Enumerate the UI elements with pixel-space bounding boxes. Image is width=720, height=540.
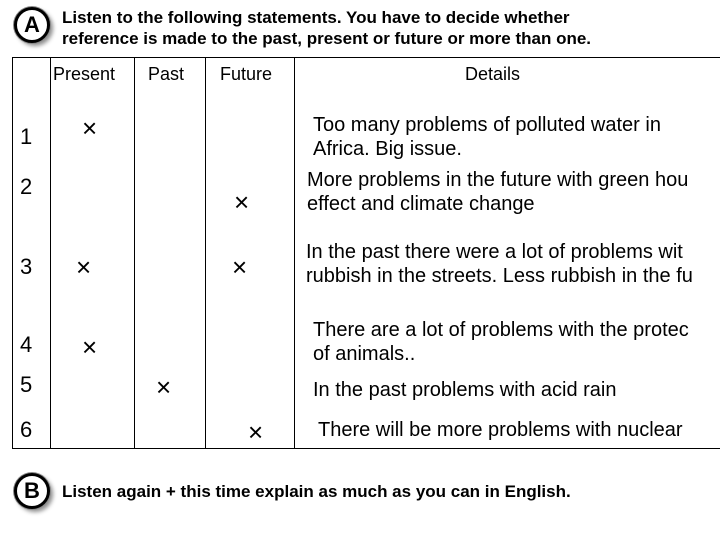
row-4-number: 4	[20, 332, 33, 357]
instruction-line-2: reference is made to the past, present or future or more than one.	[62, 29, 592, 48]
row-3-future-mark: ×	[232, 252, 248, 282]
table-bottom-line	[12, 448, 720, 449]
section-b-letter: B	[24, 478, 40, 503]
section-a-letter: A	[24, 12, 40, 37]
row-6-details-line-1: There will be more problems with nuclear	[318, 419, 683, 441]
row-2-details-line-2: effect and climate change	[307, 193, 535, 215]
row-4-details-line-1: There are a lot of problems with the protec	[313, 319, 689, 341]
row-1-present-mark: ×	[82, 113, 98, 143]
row-1-details-line-2: Africa. Big issue.	[313, 138, 462, 160]
table-top-line	[12, 57, 720, 58]
future-column-line	[294, 57, 295, 448]
row-3-details	[306, 240, 693, 288]
section-b-badge	[14, 473, 50, 509]
row-3-number: 3	[20, 254, 33, 279]
header-details: Details	[465, 64, 521, 84]
row-1-details	[313, 113, 661, 161]
header-past: Past	[148, 64, 185, 84]
header-present: Present	[53, 64, 116, 84]
row-4-details	[313, 318, 689, 366]
row-6-future-mark: ×	[248, 417, 264, 447]
section-b-instruction: Listen again + this time explain as much as you can in English.	[62, 482, 571, 501]
row-4-present-mark: ×	[82, 332, 98, 362]
row-3-details-line-1: In the past there were a lot of problems wit	[306, 241, 683, 263]
row-5-details	[313, 378, 617, 402]
row-2-details	[307, 168, 688, 216]
row-5-details-line-1: In the past problems with acid rain	[313, 379, 617, 401]
number-column-line	[50, 57, 51, 448]
row-6-details	[318, 418, 683, 442]
row-3-present-mark: ×	[76, 252, 92, 282]
header-future: Future	[220, 64, 273, 84]
row-2-details-line-1: More problems in the future with green hou	[307, 169, 689, 191]
row-1-details-line-1: Too many problems of polluted water in	[313, 114, 661, 136]
row-2-future-mark: ×	[234, 187, 250, 217]
row-3-details-line-2: rubbish in the streets. Less rubbish in the fu	[306, 265, 693, 287]
row-5-number: 5	[20, 372, 33, 397]
table-left-line	[12, 57, 13, 448]
instruction-line-1: Listen to the following statements. You have to decide whether	[62, 8, 570, 27]
row-5-past-mark: ×	[156, 372, 172, 402]
row-6-number: 6	[20, 417, 33, 442]
row-4-details-line-2: of animals..	[313, 343, 416, 365]
past-column-line	[205, 57, 206, 448]
row-1-number: 1	[20, 124, 33, 149]
row-2-number: 2	[20, 174, 33, 199]
present-column-line	[134, 57, 135, 448]
